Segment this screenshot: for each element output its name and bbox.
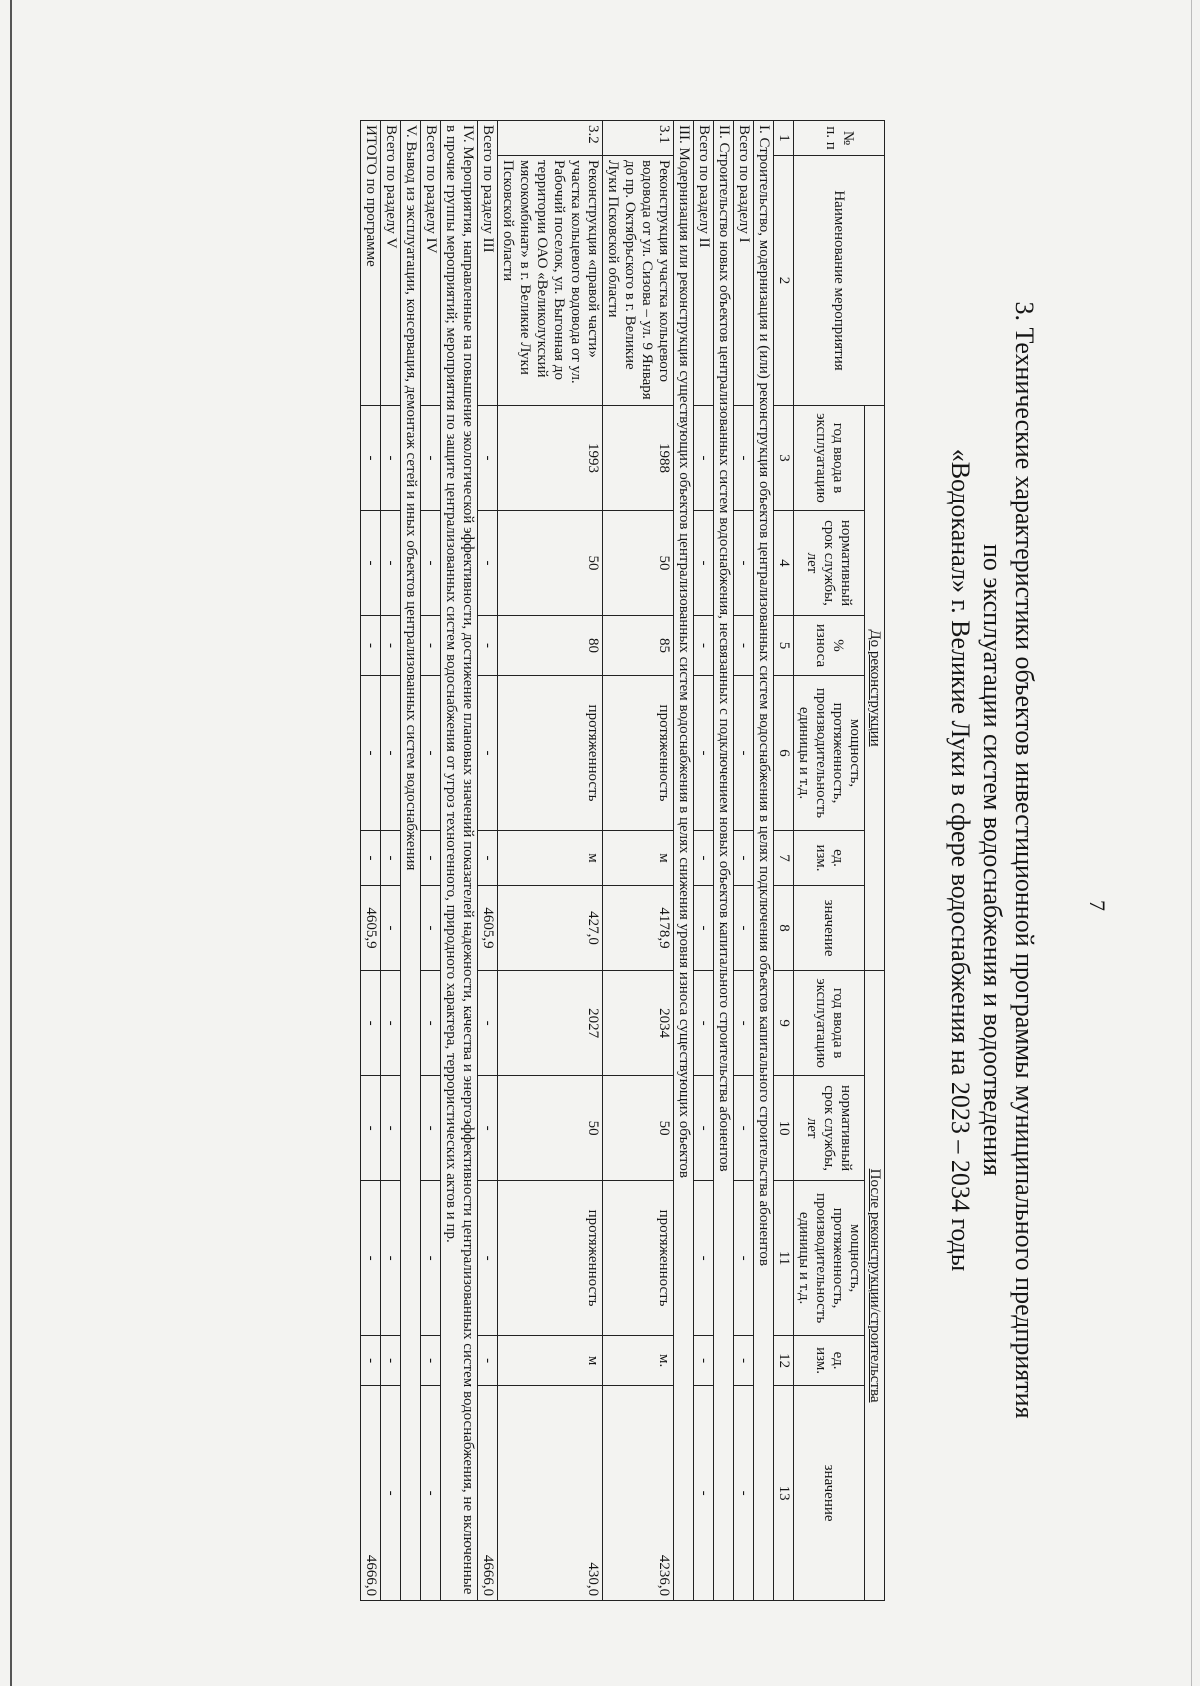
section-3-title: III. Модернизация или реконструкция существующих объектов централизованных систем водоснабжения в целях снижения уровня износа существующих объектов: [674, 121, 694, 1601]
table-cell: -: [478, 406, 498, 511]
table-cell: -: [381, 971, 401, 1076]
table-cell: -: [694, 831, 714, 886]
col-number: 4: [774, 511, 794, 616]
table-cell: 80: [498, 616, 603, 676]
header-unit-after: ед. изм.: [794, 1336, 865, 1386]
table-cell: 4666,0: [478, 1386, 498, 1601]
table-cell: 50: [498, 1076, 603, 1181]
table-cell: -: [421, 406, 441, 511]
table-cell: -: [694, 1181, 714, 1336]
table-cell: -: [478, 831, 498, 886]
table-cell: -: [734, 1076, 754, 1181]
table-cell: 2034: [603, 971, 674, 1076]
table-cell: 4236,0: [603, 1386, 674, 1601]
table-cell: 427,0: [498, 886, 603, 971]
table-cell: -: [421, 1076, 441, 1181]
col-number: 12: [774, 1336, 794, 1386]
table-cell: -: [381, 886, 401, 971]
table-cell: -: [694, 511, 714, 616]
table-cell: -: [734, 616, 754, 676]
section-5-total-row: [381, 121, 401, 1601]
row-name: Реконструкция «правой части» участка кольцевого водовода от ул. Рабочий поселок, ул. Выгонная до территории ОАО «Великолукский мясокомбинат» в г. Великие Луки Псковской области: [498, 156, 603, 406]
table-cell: -: [361, 676, 381, 831]
table-cell: 1988: [603, 406, 674, 511]
section-1-total-row: [734, 121, 754, 1601]
header-year-after: год ввода в эксплуатацию: [794, 971, 865, 1076]
table-cell: -: [694, 616, 714, 676]
investment-table-wrapper: [360, 120, 885, 1600]
table-cell: -: [478, 676, 498, 831]
header-capacity: мощность, протяженность, производительность единицы и т.д.: [794, 676, 865, 831]
scan-edge: [10, 0, 12, 1686]
table-cell: -: [381, 406, 401, 511]
table-cell: -: [361, 1076, 381, 1181]
table-cell: -: [694, 1076, 714, 1181]
table-cell: -: [421, 971, 441, 1076]
table-row: [498, 121, 603, 1601]
table-cell: -: [421, 511, 441, 616]
table-cell: протяженность: [498, 1181, 603, 1336]
section-1-total-label: Всего по разделу I: [734, 121, 754, 406]
table-cell: 50: [603, 511, 674, 616]
section-5-total-label: Всего по разделу V: [381, 121, 401, 406]
table-cell: -: [478, 1076, 498, 1181]
col-number: 5: [774, 616, 794, 676]
table-cell: -: [734, 1386, 754, 1601]
row-number: 3.2: [498, 121, 603, 156]
table-cell: -: [381, 616, 401, 676]
table-cell: -: [361, 831, 381, 886]
table-cell: 4178,9: [603, 886, 674, 971]
table-cell: -: [694, 406, 714, 511]
header-year: год ввода в эксплуатацию: [794, 406, 865, 511]
table-cell: -: [381, 1386, 401, 1601]
header-value-after: значение: [794, 1386, 865, 1601]
table-cell: -: [361, 971, 381, 1076]
grand-total-row: [361, 121, 381, 1601]
header-wear: % износа: [794, 616, 865, 676]
table-cell: -: [734, 1181, 754, 1336]
table-cell: -: [421, 1336, 441, 1386]
title-line-2: по эксплуатации систем водоснабжения и водоотведения: [978, 544, 1007, 1176]
table-cell: -: [361, 1336, 381, 1386]
header-value: значение: [794, 886, 865, 971]
col-number: 13: [774, 1386, 794, 1601]
col-number: 7: [774, 831, 794, 886]
section-1-title: I. Строительство, модернизация и (или) реконструкция объектов централизованных систем водоснабжения в целях подключения объектов капитального строительства абонентов: [754, 121, 774, 1601]
header-before: До реконструкции: [865, 406, 885, 971]
table-cell: м: [498, 1336, 603, 1386]
table-cell: -: [734, 971, 754, 1076]
rotated-document-page: [30, 120, 1040, 1600]
table-cell: -: [478, 511, 498, 616]
col-number: 8: [774, 886, 794, 971]
header-capacity-after: мощность, протяженность, производительность единицы и т.д.: [794, 1181, 865, 1336]
page-number: 7: [1085, 900, 1110, 911]
table-cell: м.: [603, 1336, 674, 1386]
table-cell: -: [381, 676, 401, 831]
table-cell: -: [421, 1386, 441, 1601]
table-cell: -: [381, 1336, 401, 1386]
table-cell: протяженность: [498, 676, 603, 831]
header-life: нормативный срок службы, лет: [794, 511, 865, 616]
header-life-after: нормативный срок службы, лет: [794, 1076, 865, 1181]
table-cell: -: [694, 1336, 714, 1386]
table-cell: -: [421, 676, 441, 831]
table-cell: -: [734, 676, 754, 831]
header-num: № п. п: [794, 121, 885, 156]
col-number: 11: [774, 1181, 794, 1336]
section-5-title: V. Вывод из эксплуатации, консервация, демонтаж сетей и иных объектов централизованных систем водоснабжения: [401, 121, 421, 1601]
table-cell: -: [734, 886, 754, 971]
table-row: [603, 121, 674, 1601]
table-cell: -: [694, 1386, 714, 1601]
row-name: Реконструкция участка кольцевого водовода от ул. Сизова – ул. 9 Января до пр. Октябрьского в г. Великие Луки Псковской области: [603, 156, 674, 406]
col-number: 1: [774, 121, 794, 156]
title-line-1: 3. Технические характеристики объектов инвестиционной программы муниципального предприятия: [1010, 301, 1039, 1419]
col-number: 2: [774, 156, 794, 406]
table-cell: -: [478, 1181, 498, 1336]
col-number: 3: [774, 406, 794, 511]
table-cell: -: [381, 511, 401, 616]
table-cell: -: [694, 676, 714, 831]
table-cell: 430,0: [498, 1386, 603, 1601]
table-cell: -: [694, 971, 714, 1076]
table-cell: 50: [498, 511, 603, 616]
table-cell: -: [361, 511, 381, 616]
table-cell: -: [361, 1181, 381, 1336]
table-cell: -: [361, 616, 381, 676]
table-cell: 2027: [498, 971, 603, 1076]
table-cell: 85: [603, 616, 674, 676]
header-after: После реконструкции/строительства: [865, 971, 885, 1601]
header-unit: ед. изм.: [794, 831, 865, 886]
table-cell: -: [361, 406, 381, 511]
table-cell: 50: [603, 1076, 674, 1181]
table-cell: -: [381, 1181, 401, 1336]
section-2-title: II. Строительство новых объектов централизованных систем водоснабжения, несвязанных с подключением новых объектов капитального строительства абонентов: [714, 121, 734, 1601]
table-cell: -: [478, 616, 498, 676]
table-cell: -: [734, 406, 754, 511]
section-4-total-label: Всего по разделу IV: [421, 121, 441, 406]
table-cell: м: [603, 831, 674, 886]
table-cell: -: [734, 1336, 754, 1386]
section-2-total-label: Всего по разделу II: [694, 121, 714, 406]
table-cell: -: [478, 971, 498, 1076]
table-cell: протяженность: [603, 1181, 674, 1336]
investment-table: [360, 120, 885, 1601]
document-title: [890, 120, 1040, 1600]
table-cell: -: [381, 831, 401, 886]
table-cell: 4666,0: [361, 1386, 381, 1601]
col-number: 9: [774, 971, 794, 1076]
table-cell: -: [421, 1181, 441, 1336]
table-cell: 1993: [498, 406, 603, 511]
section-4-title: IV. Мероприятия, направленные на повышение экологической эффективности, достижение плановых значений показателей надежности, качества и энергоэффективности централизованных систем водоснабжения, не включенные в прочие группы мероприятий; мероприятия по защите централизованных систем водоснабжения от угроз техногенного, природного характера, террористических актов и пр.: [441, 121, 478, 1601]
table-cell: -: [694, 886, 714, 971]
table-cell: м: [498, 831, 603, 886]
row-number: 3.1: [603, 121, 674, 156]
column-number-row: [774, 121, 794, 1601]
header-name: Наименование мероприятия: [794, 156, 885, 406]
table-cell: протяженность: [603, 676, 674, 831]
table-cell: -: [421, 616, 441, 676]
scan-edge: [1191, 0, 1192, 1686]
grand-total-label: ИТОГО по программе: [361, 121, 381, 406]
table-cell: 4605,9: [361, 886, 381, 971]
table-cell: -: [734, 511, 754, 616]
table-cell: -: [421, 831, 441, 886]
section-4-total-row: [421, 121, 441, 1601]
table-cell: -: [421, 886, 441, 971]
table-cell: -: [381, 1076, 401, 1181]
section-2-total-row: [694, 121, 714, 1601]
table-cell: -: [734, 831, 754, 886]
col-number: 10: [774, 1076, 794, 1181]
section-3-total-label: Всего по разделу III: [478, 121, 498, 406]
section-3-total-row: [478, 121, 498, 1601]
title-line-3: «Водоканал» г. Великие Луки в сфере водоснабжения на 2023 – 2034 годы: [946, 448, 975, 1272]
col-number: 6: [774, 676, 794, 831]
table-cell: 4605,9: [478, 886, 498, 971]
table-cell: -: [478, 1336, 498, 1386]
